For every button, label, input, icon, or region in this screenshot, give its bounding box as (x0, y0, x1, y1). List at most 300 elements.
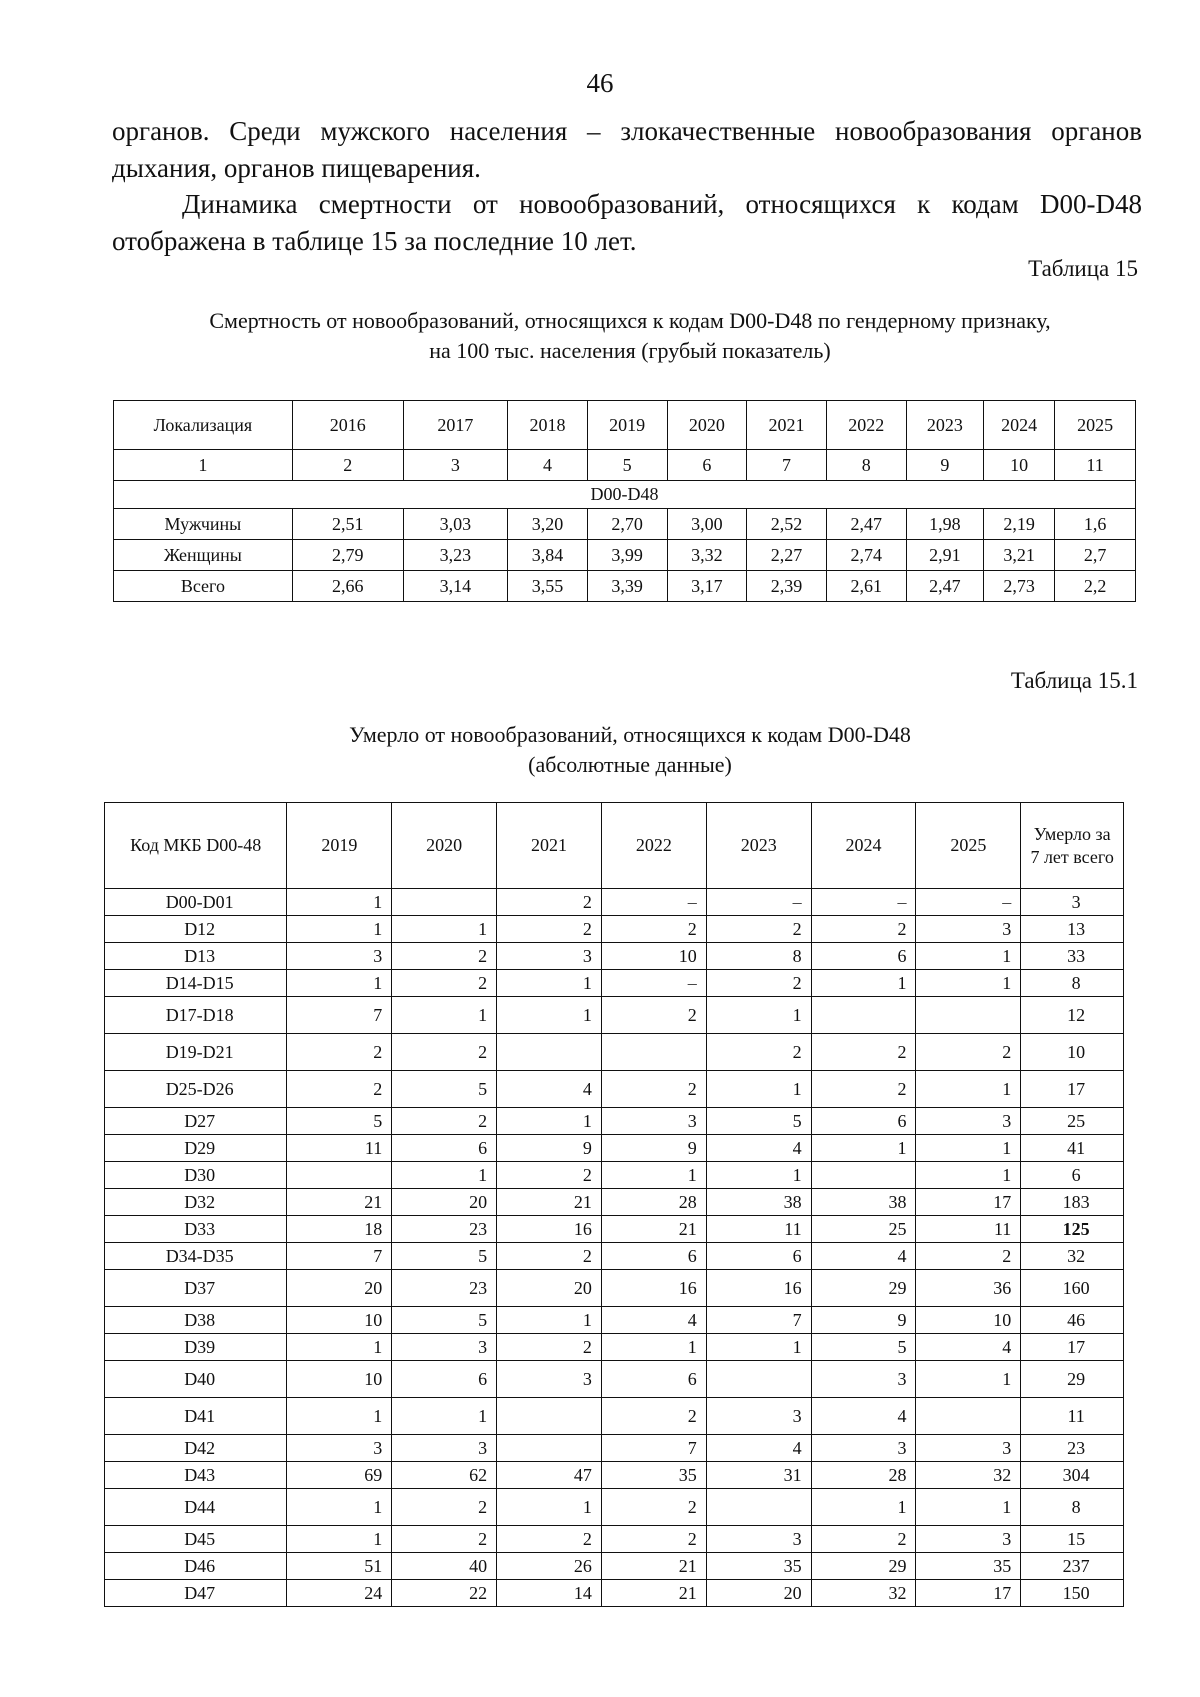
table-cell: 2 (392, 970, 497, 997)
table-cell: – (811, 889, 916, 916)
table-cell: 2 (392, 1034, 497, 1071)
table-cell: 5 (706, 1108, 811, 1135)
table-row (105, 1071, 1124, 1108)
table-row (105, 1307, 1124, 1334)
table-cell: 2 (601, 916, 706, 943)
table-cell: 3 (916, 1108, 1021, 1135)
table-cell: 29 (811, 1270, 916, 1307)
table-cell: 2 (706, 1034, 811, 1071)
table-cell: 2 (706, 916, 811, 943)
table-cell: 3 (706, 1526, 811, 1553)
table-15-caption-line-2: на 100 тыс. населения (грубый показатель) (429, 338, 831, 363)
table-cell: 9 (811, 1307, 916, 1334)
table-15-1-caption-line-2: (абсолютные данные) (528, 752, 732, 777)
table-row (105, 1462, 1124, 1489)
table-cell: 2 (706, 970, 811, 997)
table-cell: 1 (916, 943, 1021, 970)
table-cell: 2,66 (292, 571, 403, 602)
table-cell: 6 (392, 1135, 497, 1162)
table-cell: 1 (392, 1398, 497, 1435)
table-15-header-cell: 2020 (667, 401, 747, 450)
table-cell: 3,17 (667, 571, 747, 602)
table-cell (916, 997, 1021, 1034)
table-cell: 2,27 (747, 540, 827, 571)
table-row-code: D17-D18 (105, 997, 287, 1034)
table-row-code: D34-D35 (105, 1243, 287, 1270)
table-row (105, 1489, 1124, 1526)
table-cell: 1 (916, 1361, 1021, 1398)
table-row (105, 1034, 1124, 1071)
table-row-total: 17 (1021, 1334, 1124, 1361)
table-cell: 2 (601, 1398, 706, 1435)
table-cell: 17 (916, 1189, 1021, 1216)
table-row-code: D30 (105, 1162, 287, 1189)
table-row (105, 1216, 1124, 1243)
table-cell: 2 (287, 1034, 392, 1071)
table-cell: 2 (497, 1162, 602, 1189)
table-cell: 1 (916, 1489, 1021, 1526)
table-row-code: D37 (105, 1270, 287, 1307)
table-15-header-cell: 2021 (747, 401, 827, 450)
table-row-total: 10 (1021, 1034, 1124, 1071)
table-cell: 3 (601, 1108, 706, 1135)
table-row (105, 1398, 1124, 1435)
table-cell: 38 (811, 1189, 916, 1216)
table-15-1-label: Таблица 15.1 (1010, 668, 1138, 693)
table-cell: 4 (916, 1334, 1021, 1361)
table-row-total: 125 (1021, 1216, 1124, 1243)
table-cell: 1 (497, 997, 602, 1034)
table-cell: – (601, 889, 706, 916)
table-cell: 2,79 (292, 540, 403, 571)
table-cell: 7 (601, 1435, 706, 1462)
table-cell: 4 (497, 1071, 602, 1108)
table-cell: 10 (287, 1361, 392, 1398)
table-cell: 20 (706, 1580, 811, 1607)
table-cell: 9 (497, 1135, 602, 1162)
table-cell: 31 (706, 1462, 811, 1489)
table-cell: 2 (811, 1034, 916, 1071)
table-cell: 28 (811, 1462, 916, 1489)
table-cell: 21 (601, 1580, 706, 1607)
table-cell: 1 (392, 916, 497, 943)
table-cell: 1 (916, 1162, 1021, 1189)
table-cell: 10 (287, 1307, 392, 1334)
table-15-column-number: 1 (114, 450, 293, 481)
table-cell: 2 (497, 889, 602, 916)
table-row-total: 8 (1021, 1489, 1124, 1526)
table-15-label: Таблица 15 (1028, 256, 1138, 281)
table-row-total: 25 (1021, 1108, 1124, 1135)
table-cell: 2,39 (747, 571, 827, 602)
table-row (105, 1334, 1124, 1361)
table-cell: 4 (601, 1307, 706, 1334)
table-cell: – (916, 889, 1021, 916)
table-cell: 3,23 (403, 540, 507, 571)
table-cell: 2 (497, 916, 602, 943)
table-15-column-number: 4 (508, 450, 588, 481)
table-cell: 3,84 (508, 540, 588, 571)
table-cell: 3 (392, 1334, 497, 1361)
table-15-1-caption-line-1: Умерло от новообразований, относящихся к кодам D00-D48 (349, 722, 911, 747)
table-row (114, 509, 1136, 540)
table-row (114, 571, 1136, 602)
paragraph-1: органов. Среди мужского населения – злокачественные новообразования органов дыхания, органов пищеварения. (112, 116, 1142, 183)
table-cell: 3,20 (508, 509, 588, 540)
table-cell: 3 (916, 916, 1021, 943)
table-cell: 6 (601, 1243, 706, 1270)
table-15-1-header-cell: Код МКБ D00-48 (105, 803, 287, 889)
table-cell: 10 (601, 943, 706, 970)
table-15-column-numbers-row (114, 450, 1136, 481)
table-row (105, 943, 1124, 970)
table-cell: 1 (811, 1489, 916, 1526)
table-cell: 2 (601, 1489, 706, 1526)
table-cell: 1 (916, 1071, 1021, 1108)
table-cell: 28 (601, 1189, 706, 1216)
table-15-header-row (114, 401, 1136, 450)
table-cell: 3,14 (403, 571, 507, 602)
table-cell: 2 (601, 997, 706, 1034)
table-row (105, 1162, 1124, 1189)
table-row (105, 970, 1124, 997)
table-row-total: 32 (1021, 1243, 1124, 1270)
table-cell: 2,19 (984, 509, 1055, 540)
table-row (105, 889, 1124, 916)
table-cell: 1 (287, 889, 392, 916)
table-15-column-number: 8 (826, 450, 906, 481)
table-cell: 1 (706, 1162, 811, 1189)
table-15-column-number: 10 (984, 450, 1055, 481)
table-cell: 4 (706, 1435, 811, 1462)
table-15-1-header-row (105, 803, 1124, 889)
table-cell: 1 (916, 970, 1021, 997)
table-cell: 3 (287, 943, 392, 970)
table-row-label: Всего (114, 571, 293, 602)
table-row-total: 17 (1021, 1071, 1124, 1108)
table-cell: 24 (287, 1580, 392, 1607)
table-15-1-header-cell: 2021 (497, 803, 602, 889)
table-cell: 20 (497, 1270, 602, 1307)
table-cell: 5 (811, 1334, 916, 1361)
table-cell (392, 889, 497, 916)
table-cell: 38 (706, 1189, 811, 1216)
table-cell: 1,98 (906, 509, 984, 540)
table-row-code: D19-D21 (105, 1034, 287, 1071)
table-cell: 2,73 (984, 571, 1055, 602)
table-cell (811, 997, 916, 1034)
table-cell: 16 (706, 1270, 811, 1307)
table-cell: 6 (392, 1361, 497, 1398)
table-cell: 3,03 (403, 509, 507, 540)
table-cell: 2 (392, 1489, 497, 1526)
table-row (105, 916, 1124, 943)
table-cell: 2 (392, 1108, 497, 1135)
table-row (105, 1270, 1124, 1307)
table-cell: 1 (811, 970, 916, 997)
table-cell: 7 (287, 997, 392, 1034)
table-row (105, 1108, 1124, 1135)
table-row-label: Женщины (114, 540, 293, 571)
table-cell: 1 (601, 1334, 706, 1361)
table-cell: 3,99 (587, 540, 667, 571)
table-cell: 1 (287, 1489, 392, 1526)
table-cell: 2 (497, 1243, 602, 1270)
table-row-code: D00-D01 (105, 889, 287, 916)
table-row-total: 304 (1021, 1462, 1124, 1489)
table-cell: 47 (497, 1462, 602, 1489)
table-cell: 2,47 (906, 571, 984, 602)
table-cell: 32 (916, 1462, 1021, 1489)
table-cell: 1 (497, 1108, 602, 1135)
table-row-code: D13 (105, 943, 287, 970)
table-cell: 1 (706, 1071, 811, 1108)
table-cell: 3 (392, 1435, 497, 1462)
table-row-code: D38 (105, 1307, 287, 1334)
table-cell: 9 (601, 1135, 706, 1162)
table-row-total: 41 (1021, 1135, 1124, 1162)
table-cell: 2,61 (826, 571, 906, 602)
table-15-column-number: 2 (292, 450, 403, 481)
table-cell: 1 (392, 1162, 497, 1189)
table-cell: 5 (392, 1307, 497, 1334)
table-cell: 4 (811, 1243, 916, 1270)
table-row-code: D40 (105, 1361, 287, 1398)
table-15-section-row (114, 481, 1136, 509)
table-cell: 35 (916, 1553, 1021, 1580)
table-cell: 36 (916, 1270, 1021, 1307)
table-cell: 35 (601, 1462, 706, 1489)
table-cell: 7 (287, 1243, 392, 1270)
table-15-header-cell: 2023 (906, 401, 984, 450)
table-row-total: 13 (1021, 916, 1124, 943)
table-15-column-number: 9 (906, 450, 984, 481)
table-row-total: 3 (1021, 889, 1124, 916)
table-cell: 32 (811, 1580, 916, 1607)
table-cell: 23 (392, 1270, 497, 1307)
table-cell (811, 1162, 916, 1189)
table-cell: 3 (706, 1398, 811, 1435)
table-row-total: 8 (1021, 970, 1124, 997)
table-cell: 1 (497, 1307, 602, 1334)
table-cell: 2,47 (826, 509, 906, 540)
table-cell: 1 (392, 997, 497, 1034)
table-cell: 2 (392, 943, 497, 970)
table-cell: 1 (706, 997, 811, 1034)
table-cell: 69 (287, 1462, 392, 1489)
table-cell: 3 (811, 1361, 916, 1398)
table-cell: 2 (916, 1034, 1021, 1071)
table-row-code: D29 (105, 1135, 287, 1162)
table-cell: 3,32 (667, 540, 747, 571)
table-cell (706, 1361, 811, 1398)
table-15-header-cell: 2024 (984, 401, 1055, 450)
table-cell: 14 (497, 1580, 602, 1607)
table-row-code: D44 (105, 1489, 287, 1526)
table-cell: 5 (392, 1243, 497, 1270)
table-cell: 6 (706, 1243, 811, 1270)
table-row-code: D32 (105, 1189, 287, 1216)
table-row (105, 1243, 1124, 1270)
table-15-caption-line-1: Смертность от новообразований, относящихся к кодам D00-D48 по гендерному признаку, (209, 308, 1051, 333)
table-15-1-header-cell: 2022 (601, 803, 706, 889)
table-15-header-cell: 2025 (1055, 401, 1136, 450)
table-cell: 1 (497, 970, 602, 997)
table-row (105, 997, 1124, 1034)
table-row-total: 33 (1021, 943, 1124, 970)
table-cell: 2 (811, 1526, 916, 1553)
table-15-1-header-cell: 2019 (287, 803, 392, 889)
table-15-1 (104, 802, 1124, 1607)
table-cell: 21 (601, 1553, 706, 1580)
table-cell: 1 (811, 1135, 916, 1162)
table-cell: 2,70 (587, 509, 667, 540)
table-cell: 11 (916, 1216, 1021, 1243)
table-row (105, 1435, 1124, 1462)
table-15-1-caption (0, 720, 1200, 780)
table-row-code: D45 (105, 1526, 287, 1553)
table-row-total: 15 (1021, 1526, 1124, 1553)
table-row-code: D43 (105, 1462, 287, 1489)
table-row-code: D27 (105, 1108, 287, 1135)
table-cell: 2,51 (292, 509, 403, 540)
table-cell: 5 (287, 1108, 392, 1135)
table-cell: 2,2 (1055, 571, 1136, 602)
table-cell: 4 (811, 1398, 916, 1435)
table-cell: 18 (287, 1216, 392, 1243)
table-cell: 1 (287, 1398, 392, 1435)
table-cell: – (601, 970, 706, 997)
table-cell: 1 (287, 1526, 392, 1553)
table-cell: 2 (392, 1526, 497, 1553)
table-cell: 11 (287, 1135, 392, 1162)
table-cell: 4 (706, 1135, 811, 1162)
table-15-caption (0, 306, 1200, 366)
table-cell: 2,74 (826, 540, 906, 571)
table-cell: 2 (287, 1071, 392, 1108)
table-15-column-number: 11 (1055, 450, 1136, 481)
table-cell: 11 (706, 1216, 811, 1243)
table-cell: 21 (497, 1189, 602, 1216)
table-cell: 3 (287, 1435, 392, 1462)
table-cell: 1 (287, 916, 392, 943)
table-cell: 17 (916, 1580, 1021, 1607)
paragraph-2: Динамика смертности от новообразований, относящихся к кодам D00-D48 отображена в таблице 15 за последние 10 лет. (112, 189, 1142, 256)
table-cell: 6 (811, 1108, 916, 1135)
table-cell: 29 (811, 1553, 916, 1580)
table-row-total: 29 (1021, 1361, 1124, 1398)
table-cell: 2,52 (747, 509, 827, 540)
table-cell: 3,00 (667, 509, 747, 540)
table-15-header-cell: 2019 (587, 401, 667, 450)
table-15 (113, 400, 1136, 602)
table-15-header-cell: 2016 (292, 401, 403, 450)
table-row-total: 6 (1021, 1162, 1124, 1189)
table-cell: 35 (706, 1553, 811, 1580)
table-cell: 2 (497, 1526, 602, 1553)
table-row-total: 23 (1021, 1435, 1124, 1462)
table-cell: 26 (497, 1553, 602, 1580)
table-row-total: 11 (1021, 1398, 1124, 1435)
table-row-total: 160 (1021, 1270, 1124, 1307)
table-row-code: D33 (105, 1216, 287, 1243)
table-cell: 6 (811, 943, 916, 970)
table-15-1-header-cell: 2023 (706, 803, 811, 889)
table-row-code: D47 (105, 1580, 287, 1607)
table-15-column-number: 6 (667, 450, 747, 481)
table-cell: 21 (601, 1216, 706, 1243)
table-row-code: D41 (105, 1398, 287, 1435)
table-row-code: D39 (105, 1334, 287, 1361)
table-cell (287, 1162, 392, 1189)
table-cell: 3 (916, 1435, 1021, 1462)
table-cell (497, 1435, 602, 1462)
table-15-1-header-cell: 2024 (811, 803, 916, 889)
table-cell: 3 (497, 943, 602, 970)
table-15-header-cell: 2022 (826, 401, 906, 450)
table-cell: 22 (392, 1580, 497, 1607)
table-cell: 2 (811, 1071, 916, 1108)
table-cell (497, 1398, 602, 1435)
table-cell: 3,55 (508, 571, 588, 602)
table-row-code: D14-D15 (105, 970, 287, 997)
table-15-column-number: 5 (587, 450, 667, 481)
table-cell: 16 (497, 1216, 602, 1243)
table-cell: 8 (706, 943, 811, 970)
table-cell: 1 (706, 1334, 811, 1361)
page-number: 46 (586, 68, 614, 98)
table-row-total: 150 (1021, 1580, 1124, 1607)
table-cell: 1 (287, 970, 392, 997)
table-15-column-number: 3 (403, 450, 507, 481)
table-cell: 1,6 (1055, 509, 1136, 540)
table-row (105, 1361, 1124, 1398)
table-cell: 1 (497, 1489, 602, 1526)
table-cell: 2 (811, 916, 916, 943)
table-cell (706, 1489, 811, 1526)
table-15-header-cell: 2018 (508, 401, 588, 450)
table-cell (497, 1034, 602, 1071)
table-cell: 21 (287, 1189, 392, 1216)
table-cell: 10 (916, 1307, 1021, 1334)
table-cell: 5 (392, 1071, 497, 1108)
table-cell: 62 (392, 1462, 497, 1489)
table-row-total: 237 (1021, 1553, 1124, 1580)
table-cell: 3,39 (587, 571, 667, 602)
table-15-header-cell: 2017 (403, 401, 507, 450)
table-cell: 20 (287, 1270, 392, 1307)
table-cell: 2,7 (1055, 540, 1136, 571)
table-cell: 25 (811, 1216, 916, 1243)
table-15-1-header-cell: 2025 (916, 803, 1021, 889)
table-cell: 3 (811, 1435, 916, 1462)
table-row (105, 1135, 1124, 1162)
table-cell: 1 (916, 1135, 1021, 1162)
table-row-code: D42 (105, 1435, 287, 1462)
table-cell (601, 1034, 706, 1071)
table-cell: 1 (287, 1334, 392, 1361)
table-cell: 1 (601, 1162, 706, 1189)
table-cell: 2,91 (906, 540, 984, 571)
table-row-code: D25-D26 (105, 1071, 287, 1108)
table-cell: 2 (916, 1243, 1021, 1270)
table-cell: 7 (706, 1307, 811, 1334)
table-cell: 6 (601, 1361, 706, 1398)
table-row (105, 1526, 1124, 1553)
table-15-header-cell: Локализация (114, 401, 293, 450)
table-cell: 20 (392, 1189, 497, 1216)
table-cell: 23 (392, 1216, 497, 1243)
